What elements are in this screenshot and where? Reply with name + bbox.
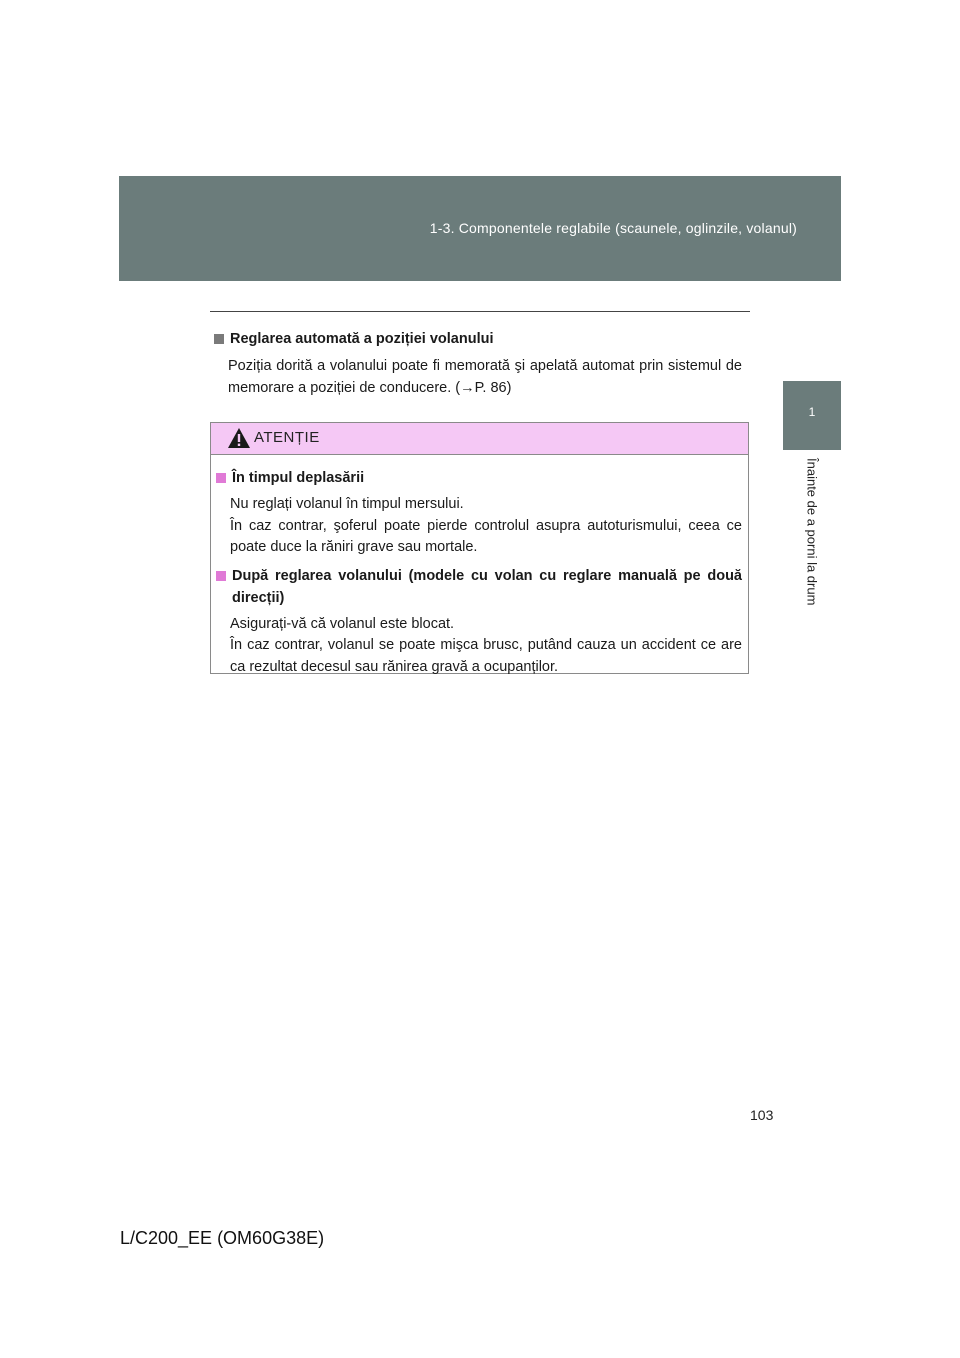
page-number: 103 (750, 1107, 774, 1123)
caution-item-line: În caz contrar, şoferul poate pierde controlul asupra autoturismului, ceea ce poate duce la răniri grave sau mortale. (230, 517, 742, 555)
caution-item-text (230, 614, 742, 679)
caution-title: ATENȚIE (254, 429, 320, 446)
footer-document-code: L/C200_EE (OM60G38E) (120, 1228, 325, 1248)
section-heading (214, 328, 742, 350)
caution-item-line: Nu reglați volanul în timpul mersului. (230, 496, 464, 512)
chapter-tab-number: 1 (808, 405, 816, 419)
caution-box (210, 422, 749, 674)
caution-item-title: În timpul deplasării (232, 470, 365, 486)
square-bullet-icon (216, 571, 226, 581)
caution-item (216, 467, 742, 559)
caution-item-heading (216, 565, 742, 609)
section-divider (210, 311, 750, 312)
caution-item (216, 565, 742, 679)
square-bullet-icon (216, 473, 226, 483)
side-chapter-label-text: Înainte de a porni la drum (804, 458, 820, 606)
caution-item-line: Asigurați-vă că volanul este blocat. (230, 615, 455, 632)
caution-item-title: După reglarea volanului (modele cu volan cu reglare manuală pe două direcții) (232, 567, 742, 606)
section-title: Reglarea automată a poziției volanului (230, 331, 494, 347)
section-body: Poziția dorită a volanului poate fi memorată şi apelată automat prin sistemul de memorare a poziției de conducere. (→P. 86) (228, 358, 742, 396)
caution-item-text (230, 494, 742, 559)
caution-item-heading (216, 467, 742, 489)
chapter-tab (783, 381, 841, 450)
caution-body (211, 455, 748, 678)
chapter-title: 1-3. Componentele reglabile (scaunele, oglinzile, volanul) (429, 220, 797, 236)
info-section (214, 328, 742, 399)
square-bullet-icon (214, 334, 224, 344)
side-chapter-label (803, 458, 821, 628)
caution-item-line: În caz contrar, volanul se poate mişca brusc, putând cauza un accident ce are ca rezultat decesul sau rănirea gravă a ocupanților. (230, 637, 742, 675)
caution-header (211, 423, 748, 455)
warning-triangle-icon (227, 427, 251, 449)
chapter-header (119, 176, 841, 281)
